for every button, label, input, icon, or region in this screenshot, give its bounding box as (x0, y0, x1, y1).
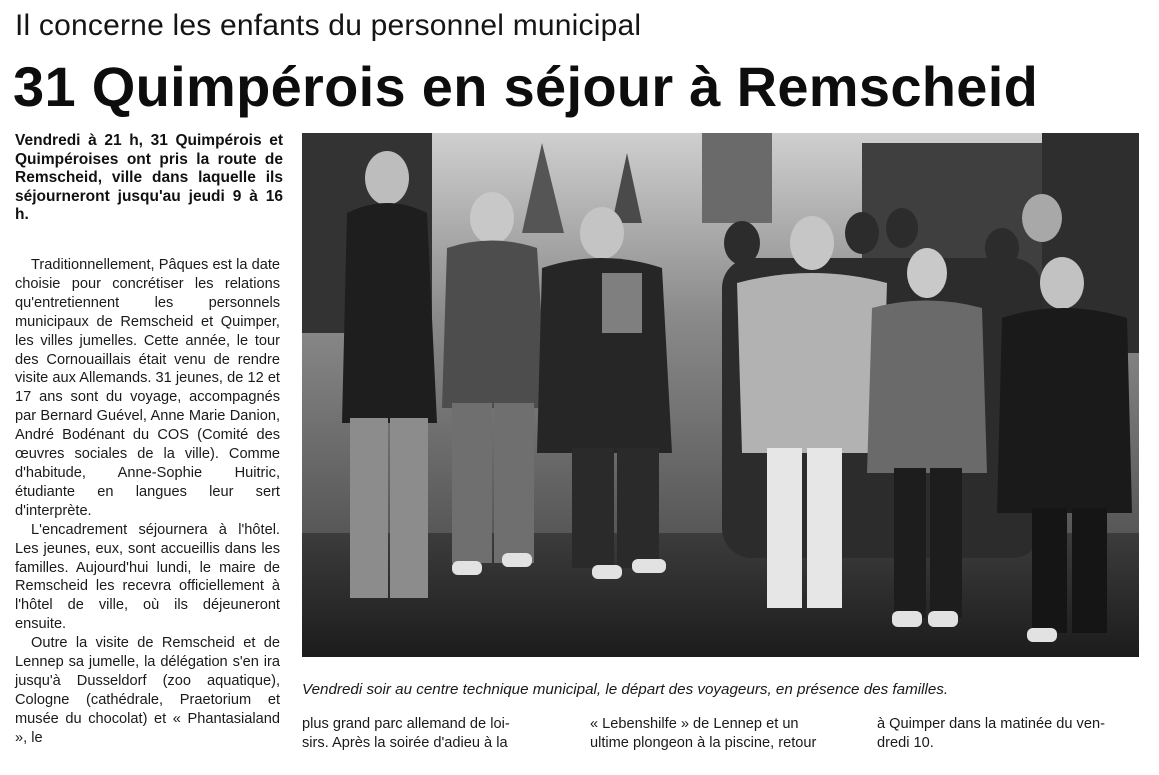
article-body-column (15, 256, 280, 748)
bottom-column (590, 715, 855, 753)
bottom-column (302, 715, 567, 753)
article-lede: Vendredi à 21 h, 31 Quimpérois et Quimpéroises ont pris la route de Remscheid, ville dans laquelle ils séjourneront jusqu'au jeudi 9 à 16 h. (15, 132, 283, 224)
group-photo-image (302, 133, 1139, 657)
article-kicker: Il concerne les enfants du personnel municipal (15, 9, 642, 42)
body-paragraph: L'encadrement séjournera à l'hôtel. Les jeunes, eux, sont accueillis dans les familles. Aujourd'hui lundi, le maire de Remscheid les recevra officiellement à l'hôtel de ville, où ils déjeuneront ensuite. (15, 521, 280, 633)
text-line: « Lebenshilfe » de Lennep et un (590, 716, 799, 732)
text-line: sirs. Après la soirée d'adieu à la (302, 734, 508, 751)
body-paragraph: Traditionnellement, Pâques est la date choisie pour concrétiser les relations qu'entretiennent les personnels municipaux de Remscheid et Quimper, les villes jumelles. Cette année, le tour des Cornouaillais était venu de rendre visite aux Allemands. 31 jeunes, de 12 et 17 ans sont du voyage, accompagnés par Bernard Guével, Anne Marie Danion, André Bodénant du COS (Comité des œuvres sociales de la ville). Comme d'habitude, Anne-Sophie Huitric, étudiante en langues leur sert d'interprète. (15, 257, 280, 519)
text-line: dredi 10. (877, 734, 934, 751)
text-line: plus grand parc allemand de loi- (302, 716, 510, 732)
body-paragraph: Outre la visite de Remscheid et de Lennep sa jumelle, la délégation s'en ira jusqu'à Dusseldorf (zoo aquatique), Cologne (cathédrale, Praetorium et musée du chocolat) et « Phantasialand », le (15, 635, 280, 746)
article-headline: 31 Quimpérois en séjour à Remscheid (13, 55, 1039, 118)
text-line: à Quimper dans la matinée du ven- (877, 716, 1105, 732)
bottom-column (877, 715, 1142, 753)
group-photo (302, 133, 1139, 657)
photo-caption: Vendredi soir au centre technique municipal, le départ des voyageurs, en présence des familles. (302, 681, 949, 698)
text-line: ultime plongeon à la piscine, retour (590, 734, 817, 751)
